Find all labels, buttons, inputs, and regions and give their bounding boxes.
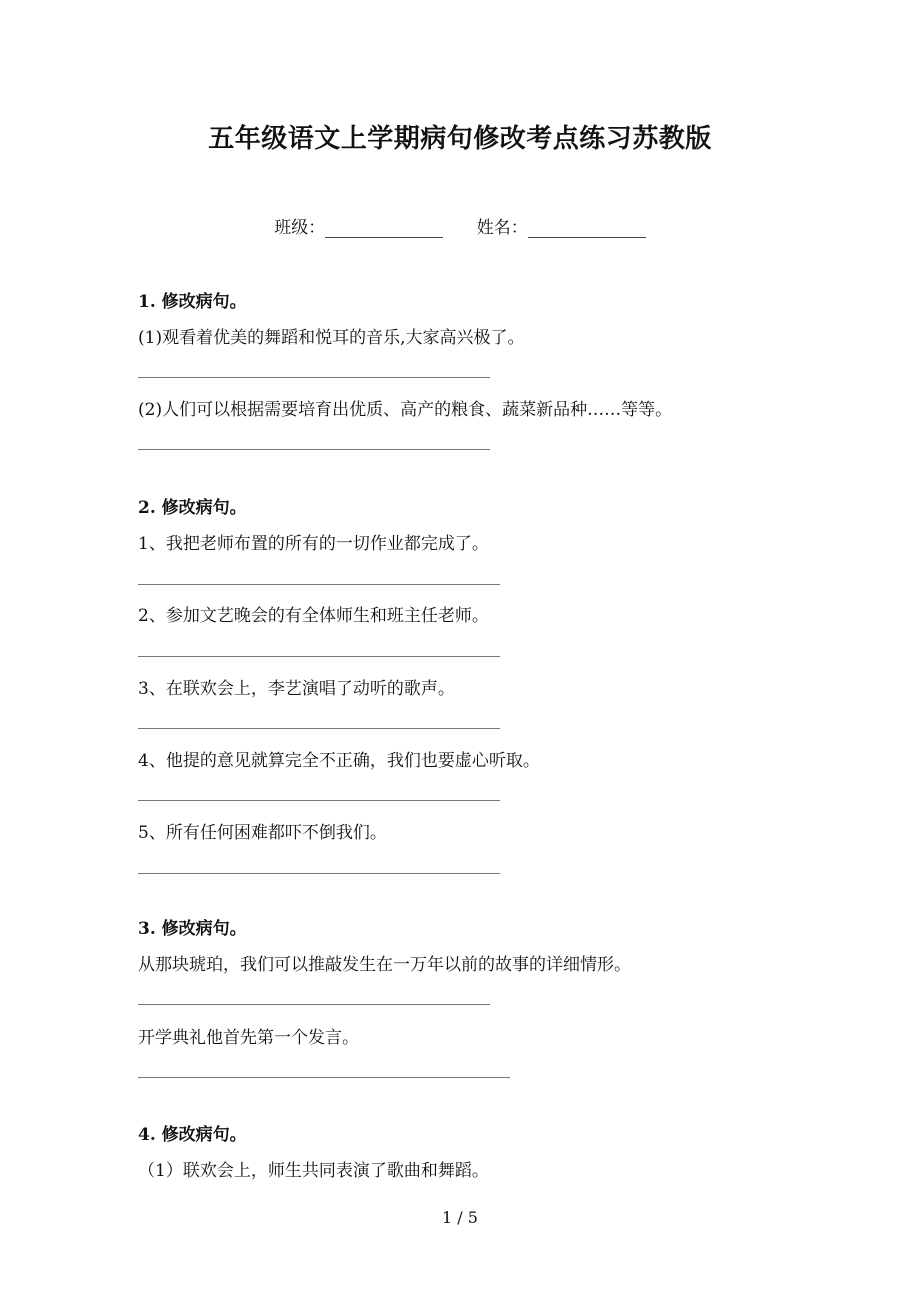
name-blank[interactable] xyxy=(528,217,646,238)
class-blank[interactable] xyxy=(325,217,443,238)
q3-item-1: 从那块琥珀，我们可以推敲发生在一万年以前的故事的详细情形。 xyxy=(138,955,631,975)
q2-answer-line-3[interactable] xyxy=(138,728,500,729)
q1-heading: 1. 修改病句。 xyxy=(138,292,247,312)
q2-answer-line-1[interactable] xyxy=(138,584,500,585)
class-label: 班级： xyxy=(274,218,326,238)
q3-answer-line-2[interactable] xyxy=(138,1077,510,1078)
page-title: 五年级语文上学期病句修改考点练习苏教版 xyxy=(208,124,712,154)
student-info xyxy=(0,213,920,238)
q1-answer-line-1[interactable] xyxy=(138,377,490,378)
q4-item-1: （1）联欢会上，师生共同表演了歌曲和舞蹈。 xyxy=(138,1161,489,1181)
q4-heading: 4. 修改病句。 xyxy=(138,1125,247,1145)
q2-answer-line-4[interactable] xyxy=(138,800,500,801)
q1-item-1: (1)观看着优美的舞蹈和悦耳的音乐,大家高兴极了。 xyxy=(138,328,525,348)
page-number: 1 / 5 xyxy=(442,1208,478,1227)
q2-answer-line-2[interactable] xyxy=(138,656,500,657)
q2-item-5: 5、所有任何困难都吓不倒我们。 xyxy=(138,823,387,843)
q2-item-4: 4、他提的意见就算完全不正确，我们也要虚心听取。 xyxy=(138,751,540,771)
q3-heading: 3. 修改病句。 xyxy=(138,919,247,939)
q2-item-1: 1、我把老师布置的所有的一切作业都完成了。 xyxy=(138,534,489,554)
name-label: 姓名： xyxy=(476,218,528,238)
q2-item-2: 2、参加文艺晚会的有全体师生和班主任老师。 xyxy=(138,606,489,626)
q1-answer-line-2[interactable] xyxy=(138,449,490,450)
q3-answer-line-1[interactable] xyxy=(138,1004,490,1005)
q1-item-2: (2)人们可以根据需要培育出优质、高产的粮食、蔬菜新品种……等等。 xyxy=(138,400,673,420)
q2-answer-line-5[interactable] xyxy=(138,873,500,874)
q2-item-3: 3、在联欢会上，李艺演唱了动听的歌声。 xyxy=(138,679,455,699)
q2-heading: 2. 修改病句。 xyxy=(138,498,247,518)
q3-item-2: 开学典礼他首先第一个发言。 xyxy=(138,1028,359,1048)
